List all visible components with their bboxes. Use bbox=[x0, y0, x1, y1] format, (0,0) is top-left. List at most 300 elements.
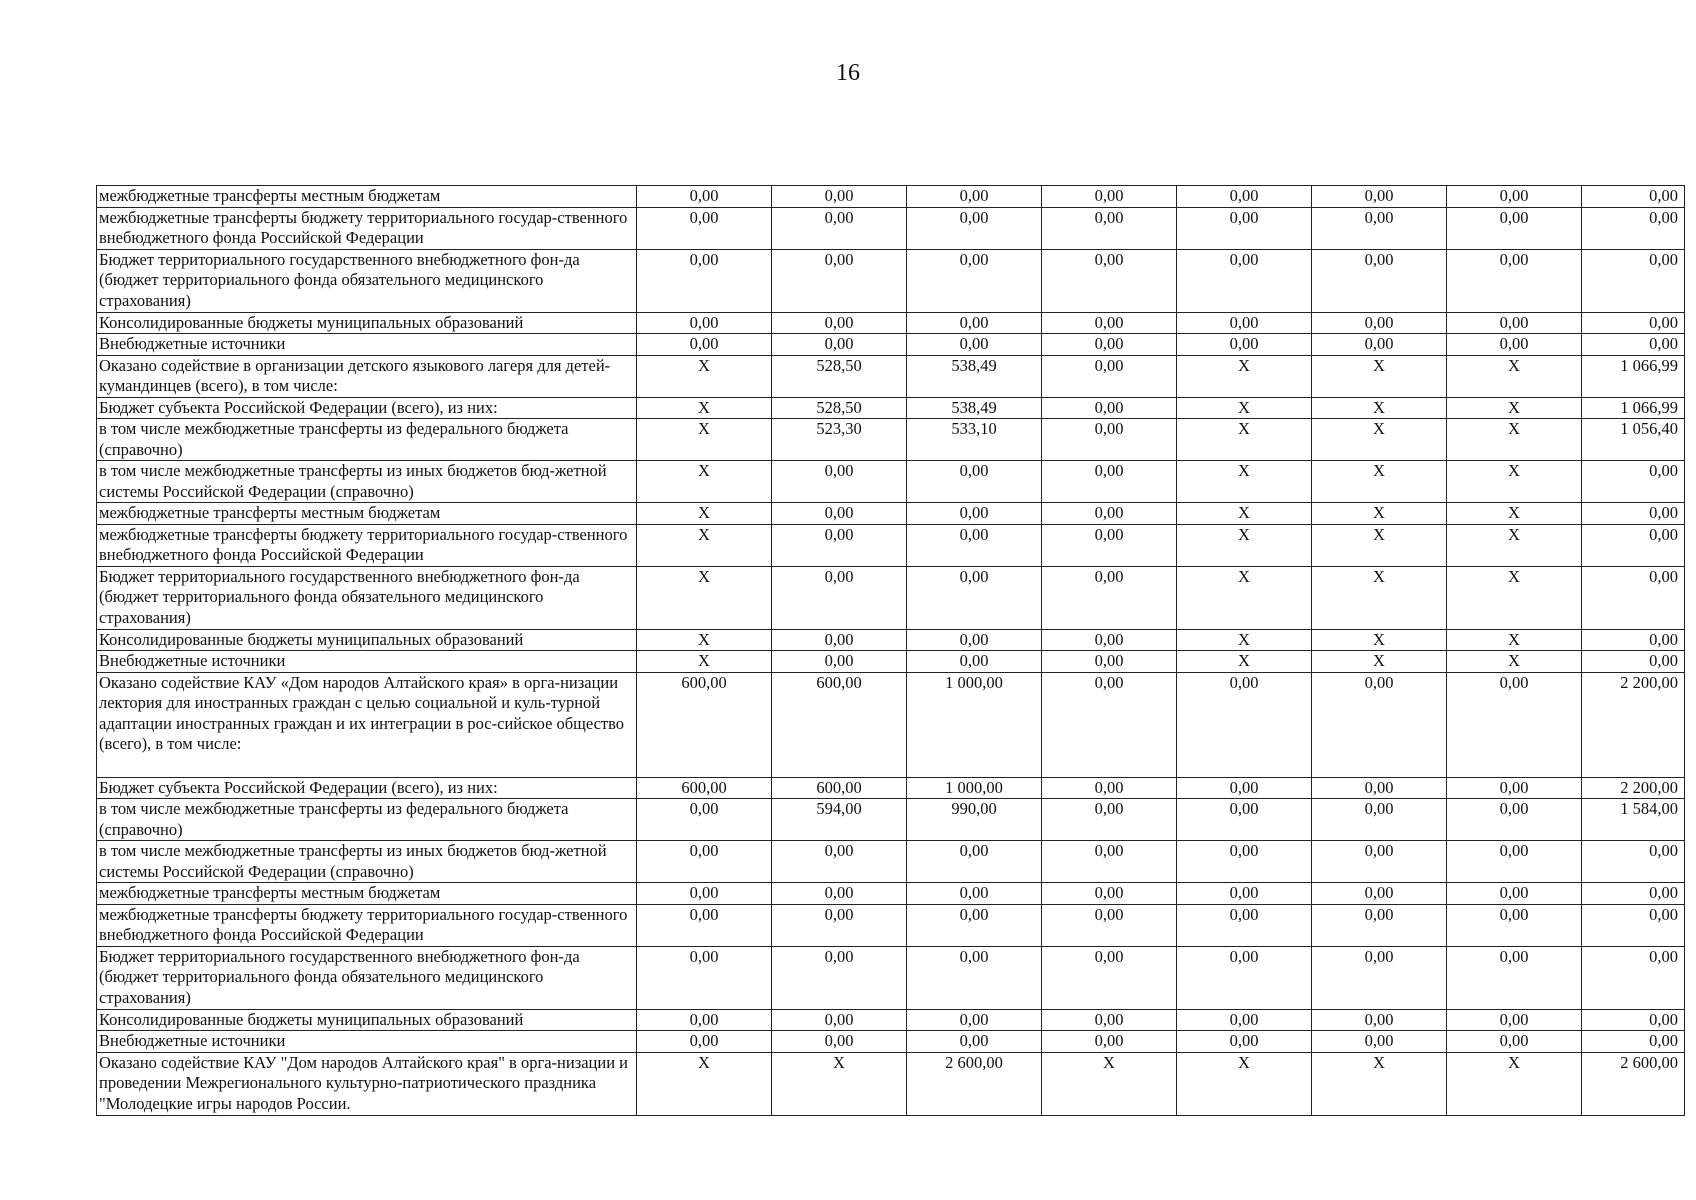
cell-value: 0,00 bbox=[1649, 566, 1678, 586]
cell-value: 1 066,99 bbox=[1620, 355, 1678, 375]
value-cell bbox=[772, 799, 907, 841]
value-cell bbox=[907, 841, 1042, 883]
cell-value: 0,00 bbox=[1229, 1031, 1259, 1050]
value-cell bbox=[772, 651, 907, 673]
value-cell bbox=[1582, 524, 1685, 566]
value-cell bbox=[1042, 207, 1177, 249]
value-cell bbox=[1312, 524, 1447, 566]
value-cell bbox=[637, 1052, 772, 1115]
cell-value: X bbox=[1508, 503, 1520, 522]
cell-value: 0,00 bbox=[1499, 312, 1529, 332]
value-cell bbox=[637, 524, 772, 566]
table-row bbox=[97, 334, 1685, 356]
cell-value: 0,00 bbox=[1649, 946, 1678, 966]
cell-value: 0,00 bbox=[1094, 312, 1124, 332]
row-label-cell bbox=[97, 883, 637, 905]
cell-value: 0,00 bbox=[1094, 566, 1124, 586]
cell-value: 0,00 bbox=[1364, 1009, 1394, 1029]
value-cell bbox=[1177, 566, 1312, 629]
value-cell bbox=[1042, 503, 1177, 525]
value-cell bbox=[1177, 355, 1312, 397]
value-cell bbox=[637, 946, 772, 1009]
value-cell bbox=[772, 566, 907, 629]
cell-value: 0,00 bbox=[824, 651, 854, 670]
value-cell bbox=[1582, 651, 1685, 673]
value-cell bbox=[1582, 1031, 1685, 1053]
value-cell bbox=[907, 312, 1042, 334]
cell-value: 990,00 bbox=[951, 799, 997, 818]
value-cell bbox=[1447, 503, 1582, 525]
cell-value: 0,00 bbox=[1094, 461, 1124, 480]
cell-value: 600,00 bbox=[816, 672, 862, 692]
value-cell bbox=[637, 841, 772, 883]
value-cell bbox=[1447, 461, 1582, 503]
cell-value: X bbox=[1373, 566, 1385, 586]
value-cell bbox=[1582, 566, 1685, 629]
row-label: в том числе межбюджетные трансферты из федерального бюджета (справочно) bbox=[99, 799, 569, 839]
cell-value: 0,00 bbox=[959, 207, 989, 227]
cell-value: 0,00 bbox=[1229, 883, 1259, 902]
row-label-cell bbox=[97, 629, 637, 651]
cell-value: 0,00 bbox=[1649, 312, 1678, 332]
cell-value: 0,00 bbox=[1229, 312, 1259, 332]
table-row bbox=[97, 566, 1685, 629]
value-cell bbox=[1177, 207, 1312, 249]
value-cell bbox=[637, 334, 772, 356]
row-label: в том числе межбюджетные трансферты из иных бюджетов бюд-жетной системы Российской Федерации (справочно) bbox=[99, 461, 607, 501]
value-cell bbox=[637, 355, 772, 397]
row-label-cell bbox=[97, 777, 637, 799]
value-cell bbox=[1042, 651, 1177, 673]
row-label-cell bbox=[97, 672, 637, 777]
cell-value: 538,49 bbox=[951, 397, 997, 417]
cell-value: X bbox=[698, 651, 710, 670]
value-cell bbox=[1312, 841, 1447, 883]
cell-value: 0,00 bbox=[959, 334, 989, 353]
value-cell bbox=[1312, 777, 1447, 799]
value-cell bbox=[1447, 334, 1582, 356]
row-label: Оказано содействие КАУ «Дом народов Алтайского края» в орга-низации лектория для иностранных граждан с целью социальной и куль-турной адаптации иностранных граждан и их интеграции в рос-сийское общество (всего), в том числе: bbox=[99, 672, 625, 753]
value-cell bbox=[637, 1031, 772, 1053]
value-cell bbox=[1177, 419, 1312, 461]
cell-value: 0,00 bbox=[689, 841, 719, 860]
cell-value: 1 000,00 bbox=[945, 777, 1003, 797]
cell-value: 0,00 bbox=[1364, 799, 1394, 818]
value-cell bbox=[1447, 651, 1582, 673]
value-cell bbox=[1582, 1052, 1685, 1115]
cell-value: 0,00 bbox=[1094, 397, 1124, 417]
row-label-cell bbox=[97, 461, 637, 503]
value-cell bbox=[1447, 397, 1582, 419]
value-cell bbox=[637, 312, 772, 334]
value-cell bbox=[1042, 672, 1177, 777]
value-cell bbox=[637, 1009, 772, 1031]
value-cell bbox=[1582, 186, 1685, 208]
cell-value: 0,00 bbox=[959, 312, 989, 332]
cell-value: 0,00 bbox=[1364, 672, 1394, 692]
value-cell bbox=[1582, 419, 1685, 461]
cell-value: 0,00 bbox=[1499, 334, 1529, 353]
cell-value: 0,00 bbox=[824, 249, 854, 269]
value-cell bbox=[1447, 777, 1582, 799]
cell-value: 0,00 bbox=[1094, 207, 1124, 227]
cell-value: 0,00 bbox=[1229, 249, 1259, 269]
cell-value: 0,00 bbox=[959, 566, 989, 586]
value-cell bbox=[637, 186, 772, 208]
cell-value: 0,00 bbox=[689, 946, 719, 966]
value-cell bbox=[1582, 904, 1685, 946]
value-cell bbox=[1042, 799, 1177, 841]
table-row bbox=[97, 207, 1685, 249]
value-cell bbox=[1312, 566, 1447, 629]
value-cell bbox=[907, 629, 1042, 651]
value-cell bbox=[1582, 312, 1685, 334]
table-row bbox=[97, 186, 1685, 208]
cell-value: 0,00 bbox=[1499, 249, 1529, 269]
row-label: Консолидированные бюджеты муниципальных образований bbox=[99, 1009, 524, 1029]
value-cell bbox=[1312, 355, 1447, 397]
page-number: 16 bbox=[836, 60, 860, 86]
cell-value: X bbox=[698, 397, 710, 417]
cell-value: 0,00 bbox=[1094, 334, 1124, 353]
value-cell bbox=[1582, 503, 1685, 525]
cell-value: 0,00 bbox=[959, 629, 989, 649]
value-cell bbox=[1312, 503, 1447, 525]
value-cell bbox=[1447, 1031, 1582, 1053]
cell-value: 0,00 bbox=[1364, 777, 1394, 797]
cell-value: 0,00 bbox=[689, 1009, 719, 1029]
value-cell bbox=[1447, 799, 1582, 841]
cell-value: 0,00 bbox=[689, 883, 719, 902]
cell-value: 0,00 bbox=[689, 249, 719, 269]
value-cell bbox=[1177, 883, 1312, 905]
value-cell bbox=[1447, 249, 1582, 312]
cell-value: 0,00 bbox=[1094, 777, 1124, 797]
cell-value: 0,00 bbox=[959, 503, 989, 522]
cell-value: X bbox=[698, 419, 710, 438]
value-cell bbox=[637, 799, 772, 841]
cell-value: 0,00 bbox=[1649, 629, 1678, 649]
row-label: Оказано содействие в организации детского языкового лагеря для детей-кумандинцев (всего), в том числе: bbox=[99, 355, 611, 395]
value-cell bbox=[1312, 1052, 1447, 1115]
value-cell bbox=[1312, 629, 1447, 651]
table-body bbox=[97, 186, 1685, 1116]
cell-value: X bbox=[1238, 461, 1250, 480]
row-label: межбюджетные трансферты бюджету территориального государ-ственного внебюджетного фонда Российской Федерации bbox=[99, 207, 628, 247]
cell-value: X bbox=[698, 461, 710, 480]
cell-value: 0,00 bbox=[1094, 672, 1124, 692]
row-label-cell bbox=[97, 397, 637, 419]
row-label-cell bbox=[97, 1009, 637, 1031]
cell-value: 0,00 bbox=[689, 799, 719, 818]
value-cell bbox=[1042, 777, 1177, 799]
row-label: Бюджет территориального государственного внебюджетного фон-да (бюджет территориального фонда обязательного медицинского страхования) bbox=[99, 946, 580, 1007]
cell-value: 0,00 bbox=[689, 904, 719, 924]
cell-value: 0,00 bbox=[959, 461, 989, 480]
value-cell bbox=[637, 419, 772, 461]
row-label-cell bbox=[97, 312, 637, 334]
value-cell bbox=[772, 672, 907, 777]
value-cell bbox=[1042, 334, 1177, 356]
value-cell bbox=[1312, 207, 1447, 249]
cell-value: 0,00 bbox=[959, 1031, 989, 1050]
cell-value: 0,00 bbox=[824, 461, 854, 480]
cell-value: 0,00 bbox=[689, 1031, 719, 1050]
cell-value: 594,00 bbox=[816, 799, 862, 818]
cell-value: 0,00 bbox=[1094, 946, 1124, 966]
value-cell bbox=[1042, 1052, 1177, 1115]
value-cell bbox=[1312, 799, 1447, 841]
cell-value: 0,00 bbox=[1229, 1009, 1259, 1029]
cell-value: 0,00 bbox=[689, 207, 719, 227]
value-cell bbox=[1042, 566, 1177, 629]
cell-value: X bbox=[1238, 651, 1250, 670]
cell-value: 0,00 bbox=[1649, 524, 1678, 544]
cell-value: 528,50 bbox=[816, 355, 862, 375]
value-cell bbox=[637, 904, 772, 946]
value-cell bbox=[1042, 461, 1177, 503]
row-label-cell bbox=[97, 946, 637, 1009]
row-label: Консолидированные бюджеты муниципальных образований bbox=[99, 629, 524, 649]
cell-value: X bbox=[1508, 1052, 1520, 1072]
value-cell bbox=[772, 186, 907, 208]
cell-value: X bbox=[1373, 503, 1385, 522]
value-cell bbox=[1312, 334, 1447, 356]
cell-value: 538,49 bbox=[951, 355, 997, 375]
cell-value: 0,00 bbox=[1649, 461, 1678, 480]
cell-value: 0,00 bbox=[1499, 904, 1529, 924]
value-cell bbox=[772, 629, 907, 651]
value-cell bbox=[772, 334, 907, 356]
value-cell bbox=[1177, 1009, 1312, 1031]
value-cell bbox=[772, 207, 907, 249]
value-cell bbox=[1042, 419, 1177, 461]
cell-value: X bbox=[1238, 419, 1250, 438]
cell-value: 0,00 bbox=[1499, 883, 1529, 902]
value-cell bbox=[772, 397, 907, 419]
value-cell bbox=[1582, 334, 1685, 356]
cell-value: 0,00 bbox=[1649, 1031, 1678, 1050]
table-row bbox=[97, 651, 1685, 673]
cell-value: 0,00 bbox=[1094, 524, 1124, 544]
cell-value: X bbox=[698, 629, 710, 649]
value-cell bbox=[1582, 355, 1685, 397]
cell-value: 0,00 bbox=[1499, 186, 1529, 205]
row-label-cell bbox=[97, 799, 637, 841]
value-cell bbox=[1312, 186, 1447, 208]
cell-value: X bbox=[1508, 397, 1520, 417]
cell-value: 0,00 bbox=[1229, 799, 1259, 818]
cell-value: X bbox=[698, 524, 710, 544]
cell-value: 0,00 bbox=[1094, 629, 1124, 649]
row-label-cell bbox=[97, 524, 637, 566]
value-cell bbox=[1177, 651, 1312, 673]
row-label-cell bbox=[97, 249, 637, 312]
cell-value: X bbox=[833, 1052, 845, 1072]
cell-value: 0,00 bbox=[1229, 904, 1259, 924]
value-cell bbox=[772, 777, 907, 799]
value-cell bbox=[907, 672, 1042, 777]
row-label: межбюджетные трансферты местным бюджетам bbox=[99, 883, 441, 902]
cell-value: X bbox=[1508, 355, 1520, 375]
cell-value: 0,00 bbox=[1094, 249, 1124, 269]
value-cell bbox=[1582, 799, 1685, 841]
cell-value: 2 200,00 bbox=[1620, 672, 1678, 692]
value-cell bbox=[772, 1031, 907, 1053]
cell-value: X bbox=[1508, 651, 1520, 670]
value-cell bbox=[1177, 904, 1312, 946]
value-cell bbox=[1582, 1009, 1685, 1031]
value-cell bbox=[907, 1052, 1042, 1115]
value-cell bbox=[1312, 651, 1447, 673]
cell-value: 0,00 bbox=[824, 207, 854, 227]
row-label-cell bbox=[97, 207, 637, 249]
cell-value: 0,00 bbox=[959, 946, 989, 966]
cell-value: 0,00 bbox=[1229, 207, 1259, 227]
value-cell bbox=[1447, 1009, 1582, 1031]
value-cell bbox=[1447, 207, 1582, 249]
value-cell bbox=[772, 1052, 907, 1115]
value-cell bbox=[907, 883, 1042, 905]
row-label: в том числе межбюджетные трансферты из иных бюджетов бюд-жетной системы Российской Федерации (справочно) bbox=[99, 841, 607, 881]
cell-value: X bbox=[1238, 503, 1250, 522]
row-label: межбюджетные трансферты бюджету территориального государ-ственного внебюджетного фонда Российской Федерации bbox=[99, 904, 628, 944]
row-label-cell bbox=[97, 841, 637, 883]
value-cell bbox=[1042, 946, 1177, 1009]
cell-value: 0,00 bbox=[1094, 841, 1124, 860]
row-label-cell bbox=[97, 419, 637, 461]
cell-value: 533,10 bbox=[951, 419, 997, 438]
cell-value: 0,00 bbox=[1649, 249, 1678, 269]
value-cell bbox=[637, 461, 772, 503]
row-label-cell bbox=[97, 355, 637, 397]
value-cell bbox=[772, 355, 907, 397]
cell-value: 0,00 bbox=[1094, 799, 1124, 818]
value-cell bbox=[907, 207, 1042, 249]
cell-value: 0,00 bbox=[1229, 946, 1259, 966]
table-row bbox=[97, 397, 1685, 419]
value-cell bbox=[1582, 629, 1685, 651]
row-label-cell bbox=[97, 1052, 637, 1115]
cell-value: 1 056,40 bbox=[1620, 419, 1678, 438]
cell-value: 528,50 bbox=[816, 397, 862, 417]
cell-value: 0,00 bbox=[1649, 904, 1678, 924]
cell-value: 0,00 bbox=[1499, 799, 1529, 818]
value-cell bbox=[1177, 503, 1312, 525]
value-cell bbox=[907, 503, 1042, 525]
value-cell bbox=[772, 312, 907, 334]
cell-value: X bbox=[1238, 1052, 1250, 1072]
value-cell bbox=[1177, 629, 1312, 651]
cell-value: 0,00 bbox=[824, 883, 854, 902]
cell-value: 0,00 bbox=[959, 904, 989, 924]
cell-value: 0,00 bbox=[824, 841, 854, 860]
cell-value: 0,00 bbox=[1364, 312, 1394, 332]
value-cell bbox=[1447, 355, 1582, 397]
cell-value: 0,00 bbox=[1649, 651, 1678, 670]
table-row bbox=[97, 419, 1685, 461]
row-label-cell bbox=[97, 566, 637, 629]
value-cell bbox=[907, 904, 1042, 946]
cell-value: 0,00 bbox=[824, 1031, 854, 1050]
value-cell bbox=[1177, 672, 1312, 777]
value-cell bbox=[1042, 249, 1177, 312]
cell-value: 0,00 bbox=[1094, 355, 1124, 375]
cell-value: X bbox=[1508, 566, 1520, 586]
cell-value: 0,00 bbox=[824, 946, 854, 966]
value-cell bbox=[637, 503, 772, 525]
value-cell bbox=[1042, 883, 1177, 905]
cell-value: X bbox=[1373, 629, 1385, 649]
table-row bbox=[97, 777, 1685, 799]
value-cell bbox=[1447, 904, 1582, 946]
row-label: межбюджетные трансферты местным бюджетам bbox=[99, 186, 441, 205]
cell-value: 0,00 bbox=[1649, 503, 1678, 522]
table-row bbox=[97, 946, 1685, 1009]
value-cell bbox=[772, 249, 907, 312]
row-label-cell bbox=[97, 904, 637, 946]
table-row bbox=[97, 904, 1685, 946]
value-cell bbox=[907, 461, 1042, 503]
cell-value: 0,00 bbox=[959, 249, 989, 269]
cell-value: 0,00 bbox=[1094, 503, 1124, 522]
value-cell bbox=[907, 946, 1042, 1009]
cell-value: 0,00 bbox=[1649, 1009, 1678, 1029]
cell-value: 0,00 bbox=[689, 186, 719, 205]
cell-value: X bbox=[1238, 355, 1250, 375]
value-cell bbox=[772, 1009, 907, 1031]
value-cell bbox=[1312, 1031, 1447, 1053]
table-row bbox=[97, 1009, 1685, 1031]
value-cell bbox=[772, 461, 907, 503]
cell-value: 0,00 bbox=[1364, 1031, 1394, 1050]
cell-value: 2 600,00 bbox=[1620, 1052, 1678, 1072]
value-cell bbox=[637, 883, 772, 905]
row-label: межбюджетные трансферты местным бюджетам bbox=[99, 503, 441, 522]
cell-value: 0,00 bbox=[959, 1009, 989, 1029]
value-cell bbox=[1177, 461, 1312, 503]
value-cell bbox=[907, 419, 1042, 461]
cell-value: 0,00 bbox=[1499, 207, 1529, 227]
value-cell bbox=[772, 419, 907, 461]
cell-value: X bbox=[698, 1052, 710, 1072]
table-row bbox=[97, 503, 1685, 525]
value-cell bbox=[1042, 524, 1177, 566]
value-cell bbox=[1312, 904, 1447, 946]
cell-value: 1 584,00 bbox=[1620, 799, 1678, 818]
cell-value: 600,00 bbox=[681, 672, 727, 692]
budget-table bbox=[96, 185, 1685, 1116]
table-row bbox=[97, 672, 1685, 777]
value-cell bbox=[1042, 312, 1177, 334]
cell-value: 0,00 bbox=[1229, 334, 1259, 353]
table-row bbox=[97, 883, 1685, 905]
cell-value: 0,00 bbox=[959, 186, 989, 205]
value-cell bbox=[1447, 524, 1582, 566]
value-cell bbox=[772, 883, 907, 905]
value-cell bbox=[907, 186, 1042, 208]
value-cell bbox=[907, 566, 1042, 629]
value-cell bbox=[1312, 419, 1447, 461]
value-cell bbox=[1447, 672, 1582, 777]
cell-value: 0,00 bbox=[824, 904, 854, 924]
table-row bbox=[97, 841, 1685, 883]
value-cell bbox=[1582, 841, 1685, 883]
value-cell bbox=[1042, 397, 1177, 419]
cell-value: X bbox=[1103, 1052, 1115, 1072]
value-cell bbox=[637, 207, 772, 249]
row-label: Внебюджетные источники bbox=[99, 334, 286, 353]
